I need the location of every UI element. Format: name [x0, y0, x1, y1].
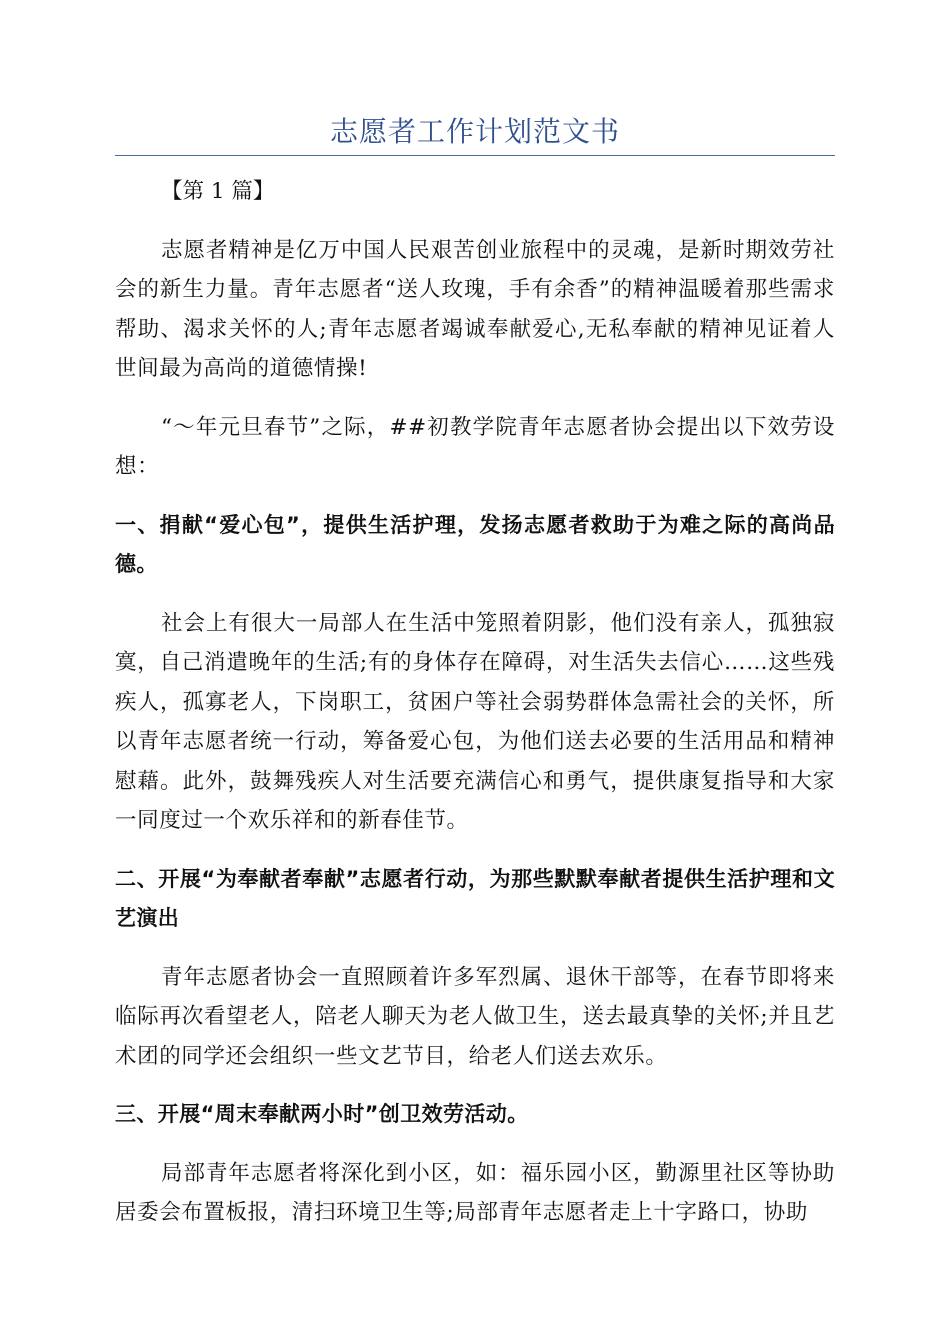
intro-paragraph: 志愿者精神是亿万中国人民艰苦创业旅程中的灵魂，是新时期效劳社会的新生力量。青年志愿者“送人玫瑰，手有余香”的精神温暖着那些需求帮助、渴求关怀的人;青年志愿者竭诚奉献爱心,无私奉献的精神见证着人世间最为高尚的道德情操! [115, 237, 835, 381]
section-label: 【第 1 篇】 [161, 179, 275, 204]
section-heading-2: 二、开展“为奉献者奉献”志愿者行动，为那些默默奉献者提供生活护理和文艺演出 [115, 866, 835, 930]
title-underline [115, 155, 835, 156]
document-title: 志愿者工作计划范文书 [329, 115, 620, 148]
section-body-2: 青年志愿者协会一直照顾着许多军烈属、退休干部等，在春节即将来临际再次看望老人，陪老人聊天为老人做卫生，送去最真挚的关怀;并且艺术团的同学还会组织一些文艺节目，给老人们送去欢乐。 [115, 964, 835, 1069]
section-heading-1: 一、捐献“爱心包”，提供生活护理，发扬志愿者救助于为难之际的高尚品德。 [115, 512, 835, 576]
plan-paragraph: “～年元旦春节”之际，##初教学院青年志愿者协会提出以下效劳设想： [115, 414, 835, 479]
section-body-1: 社会上有很大一局部人在生活中笼照着阴影，他们没有亲人，孤独寂寞，自己消遣晚年的生活;有的身体存在障碍，对生活失去信心……这些残疾人，孤寡老人，下岗职工，贫困户等社会弱势群体急需社会的关怀，所以青年志愿者统一行动，筹备爱心包，为他们送去必要的生活用品和精神慰藉。此外，鼓舞残疾人对生活要充满信心和勇气，提供康复指导和大家一同度过一个欢乐祥和的新春佳节。 [115, 610, 835, 833]
section-heading-3: 三、开展“周末奉献两小时”创卫效劳活动。 [115, 1102, 529, 1126]
section-body-3: 局部青年志愿者将深化到小区，如：福乐园小区，勤源里社区等协助居委会布置板报，清扫环境卫生等;局部青年志愿者走上十字路口，协助 [115, 1160, 835, 1225]
document-body [115, 172, 835, 1233]
